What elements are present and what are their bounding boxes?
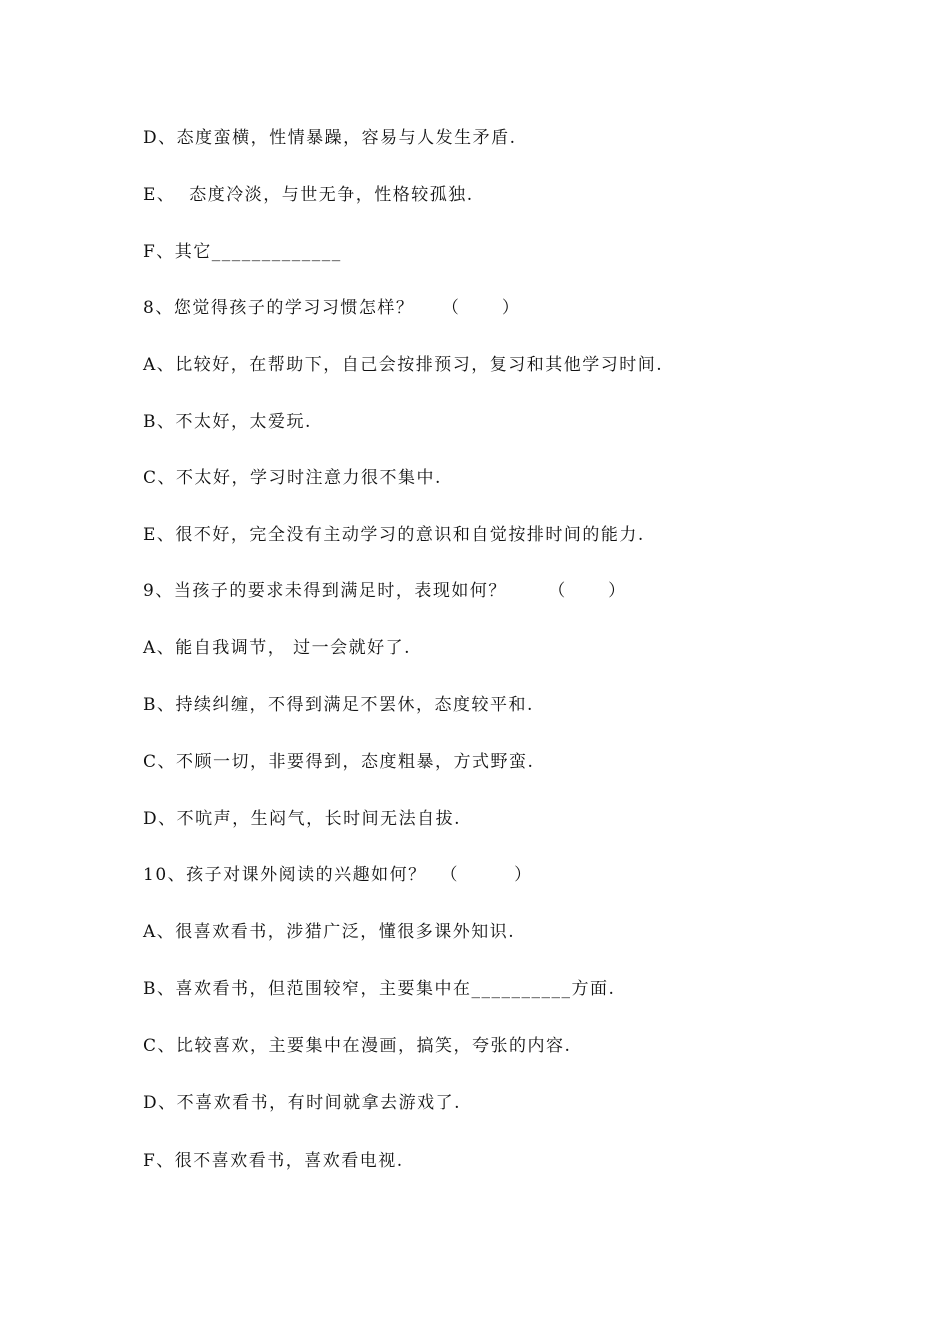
question-10: 10、孩子对课外阅读的兴趣如何？ （ ）	[143, 865, 533, 885]
option-10a: A、很喜欢看书，涉猎广泛，懂很多课外知识.	[143, 922, 516, 942]
option-10b: B、喜欢看书，但范围较窄，主要集中在__________方面.	[143, 979, 616, 999]
option-9c: C、不顾一切，非要得到，态度粗暴，方式野蛮.	[143, 752, 535, 772]
question-9: 9、当孩子的要求未得到满足时，表现如何？ （ ）	[143, 581, 627, 601]
option-8a: A、比较好，在帮助下，自己会按排预习，复习和其他学习时间.	[143, 355, 664, 375]
option-9d: D、不吭声，生闷气，长时间无法自拔.	[143, 809, 462, 829]
option-7f: F、其它_____________	[143, 242, 342, 262]
option-10d: D、不喜欢看书，有时间就拿去游戏了.	[143, 1093, 462, 1113]
option-10f: F、很不喜欢看书，喜欢看电视.	[143, 1151, 404, 1171]
option-10c: C、比较喜欢，主要集中在漫画，搞笑，夸张的内容.	[143, 1036, 572, 1056]
question-8: 8、您觉得孩子的学习习惯怎样？ （ ）	[143, 298, 521, 318]
option-9a: A、能自我调节， 过一会就好了.	[143, 638, 412, 658]
option-8b: B、不太好，太爱玩.	[143, 412, 312, 432]
option-7e: E、 态度冷淡，与世无争，性格较孤独.	[143, 185, 474, 205]
option-7d: D、态度蛮横，性情暴躁，容易与人发生矛盾.	[143, 128, 517, 148]
option-9b: B、持续纠缠，不得到满足不罢休，态度较平和.	[143, 695, 534, 715]
option-8c: C、不太好，学习时注意力很不集中.	[143, 468, 442, 488]
option-8e: E、很不好，完全没有主动学习的意识和自觉按排时间的能力.	[143, 525, 645, 545]
